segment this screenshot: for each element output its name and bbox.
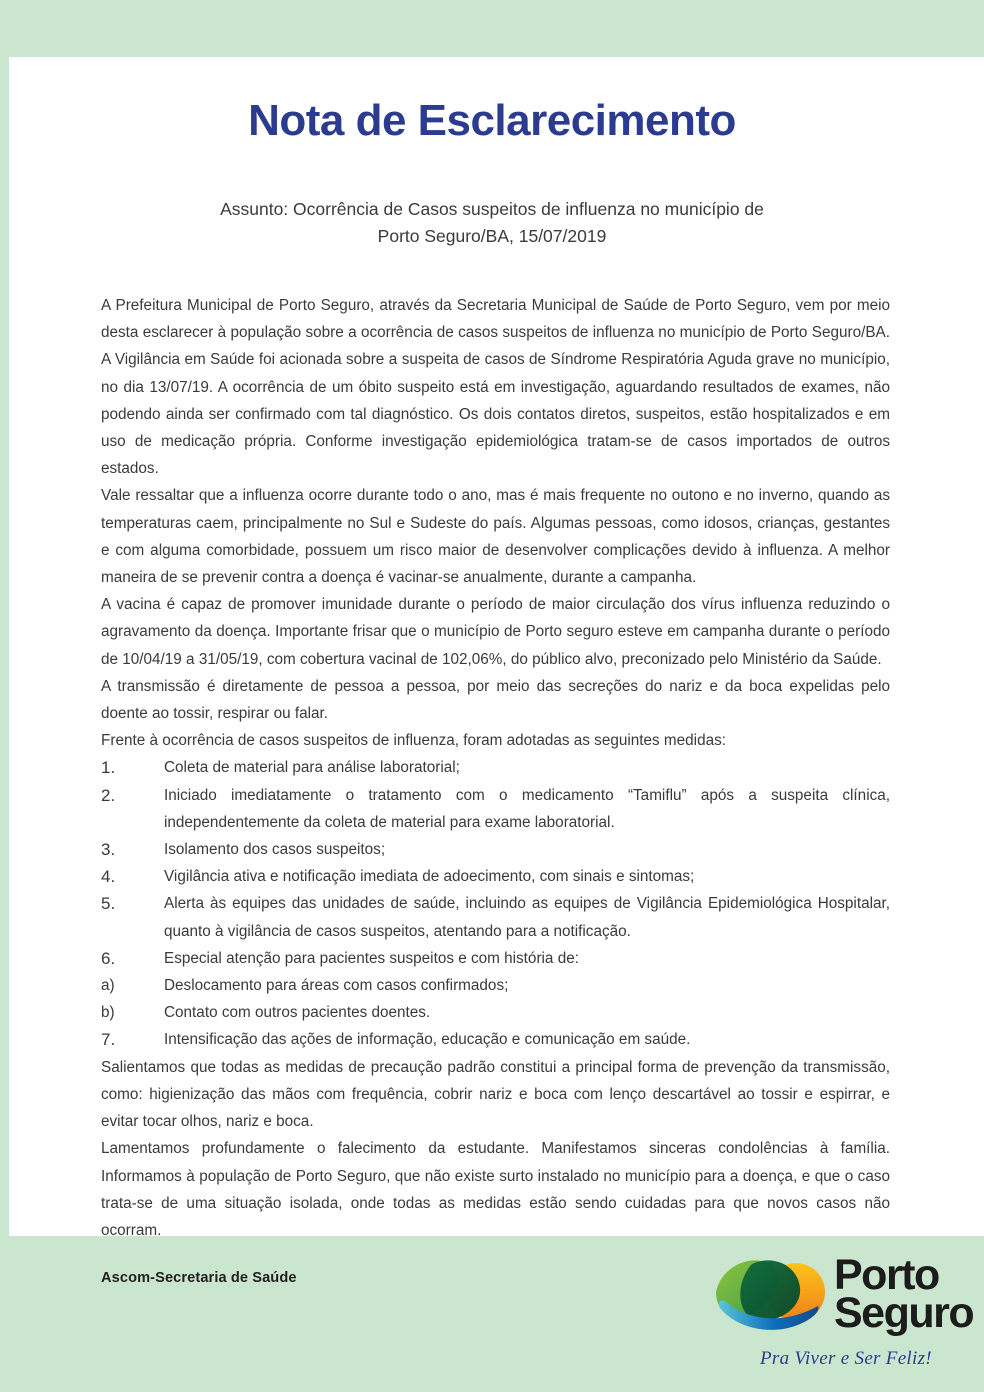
paragraph-precautions: Salientamos que todas as medidas de precaução padrão constitui a principal forma de prevenção da transmissão, como: higienização das mãos com frequência, cobrir nariz e boca com lenço descartável ao tossir e espirrar, e evitar tocar olhos, nariz e boca.	[101, 1058, 890, 1131]
list-item-text: Especial atenção para pacientes suspeitos e com história de:	[164, 949, 579, 967]
list-item	[101, 999, 890, 1026]
list-item	[101, 836, 890, 863]
left-green-edge	[0, 0, 9, 1392]
logo-word-line-1: Porto	[834, 1251, 939, 1299]
paragraph-vaccine: A vacina é capaz de promover imunidade durante o período de maior circulação dos vírus influenza reduzindo o agravamento da doença. Importante frisar que o município de Porto seguro esteve em campanha durante o período de 10/04/19 a 31/05/19, com cobertura vacinal de 102,06%, do público alvo, preconizado pelo Ministério da Saúde.	[101, 596, 890, 668]
list-item-marker: b)	[101, 1004, 115, 1022]
logo-tagline: Pra Viver e Ser Feliz!	[760, 1348, 932, 1369]
signature-line: Ascom-Secretaria de Saúde	[101, 1270, 297, 1287]
paragraph-seasonality: Vale ressaltar que a influenza ocorre durante todo o ano, mas é mais frequente no outono e no inverno, quando as temperaturas caem, principalmente no Sul e Sudeste do país. Algumas pessoas, como idosos, crianças, gestantes e com alguma comorbidade, possuem um risco maior de desenvolver complicações devido à influenza. A melhor maneira de se prevenir contra a doença é vacinar-se anualmente, durante a campanha.	[101, 487, 890, 587]
top-green-band	[0, 0, 984, 57]
subject-line-2: Porto Seguro/BA, 15/07/2019	[377, 226, 607, 246]
paragraph-measures-lead: Frente à ocorrência de casos suspeitos de influenza, foram adotadas as seguintes medidas:	[101, 732, 726, 750]
page-title: Nota de Esclarecimento	[248, 96, 736, 145]
paragraph-intro: A Prefeitura Municipal de Porto Seguro, através da Secretaria Municipal de Saúde de Porto Seguro, vem por meio desta esclarecer à população sobre a ocorrência de casos suspeitos de influenza no município de Porto Seguro/BA. A Vigilância em Saúde foi acionada sobre a suspeita de casos de Síndrome Respiratória Aguda grave no município, no dia 13/07/19. A ocorrência de um óbito suspeito está em investigação, aguardando resultados de exames, não podendo ainda ser confirmado com tal diagnóstico. Os dois contatos diretos, suspeitos, estão hospitalizados e em uso de medicação própria. Conforme investigação epidemiológica tratam-se de casos importados de outros estados.	[101, 297, 890, 478]
list-item-marker: 5.	[101, 894, 116, 914]
list-item-text: Vigilância ativa e notificação imediata de adoecimento, com sinais e sintomas;	[164, 868, 695, 886]
logo-wordmark	[834, 1251, 974, 1337]
list-item	[101, 972, 890, 999]
list-item-text: Isolamento dos casos suspeitos;	[164, 841, 386, 859]
list-item	[101, 754, 890, 781]
list-item	[101, 863, 890, 890]
list-item-marker: 2.	[101, 785, 116, 805]
list-item-marker: 6.	[101, 948, 116, 968]
list-item-marker: 7.	[101, 1030, 116, 1050]
document-body	[101, 292, 890, 1286]
list-item	[101, 945, 890, 972]
logo-word-line-2: Seguro	[834, 1289, 974, 1337]
paragraph-transmission: A transmissão é diretamente de pessoa a pessoa, por meio das secreções do nariz e da boca expelidas pelo doente ao tossir, respirar ou falar.	[101, 677, 890, 723]
list-item-marker: 1.	[101, 758, 116, 778]
list-item-text: Iniciado imediatamente o tratamento com o medicamento “Tamiflu” após a suspeita clínica, independentemente da coleta de material para exame laboratorial.	[164, 786, 890, 831]
list-item-marker: 4.	[101, 867, 116, 887]
subject-line-1: Assunto: Ocorrência de Casos suspeitos de influenza no município de	[220, 199, 764, 219]
list-item-marker: 3.	[101, 840, 116, 860]
list-item-marker: a)	[101, 977, 115, 995]
list-item-text: Deslocamento para áreas com casos confirmados;	[164, 977, 509, 995]
logo-mark-icon	[712, 1250, 840, 1348]
paragraph-condolences: Lamentamos profundamente o falecimento da estudante. Manifestamos sinceras condolências à família. Informamos à população de Porto Seguro, que não existe surto instalado no município para a doença, e que o caso trata-se de uma situação isolada, onde todas as medidas estão sendo cuidadas para que novos casos não ocorram.	[101, 1140, 890, 1239]
list-item-text: Intensificação das ações de informação, educação e comunicação em saúde.	[164, 1031, 691, 1049]
list-item-text: Coleta de material para análise laboratorial;	[164, 759, 460, 777]
list-item	[101, 1026, 890, 1053]
list-item	[101, 890, 890, 944]
subject-heading	[180, 196, 804, 250]
list-item-text: Alerta às equipes das unidades de saúde, incluindo as equipes de Vigilância Epidemiológica Hospitalar, quanto à vigilância de casos suspeitos, atentando para a notificação.	[164, 895, 890, 940]
list-item	[101, 782, 890, 836]
list-item-text: Contato com outros pacientes doentes.	[164, 1004, 431, 1022]
porto-seguro-logo	[712, 1248, 974, 1380]
